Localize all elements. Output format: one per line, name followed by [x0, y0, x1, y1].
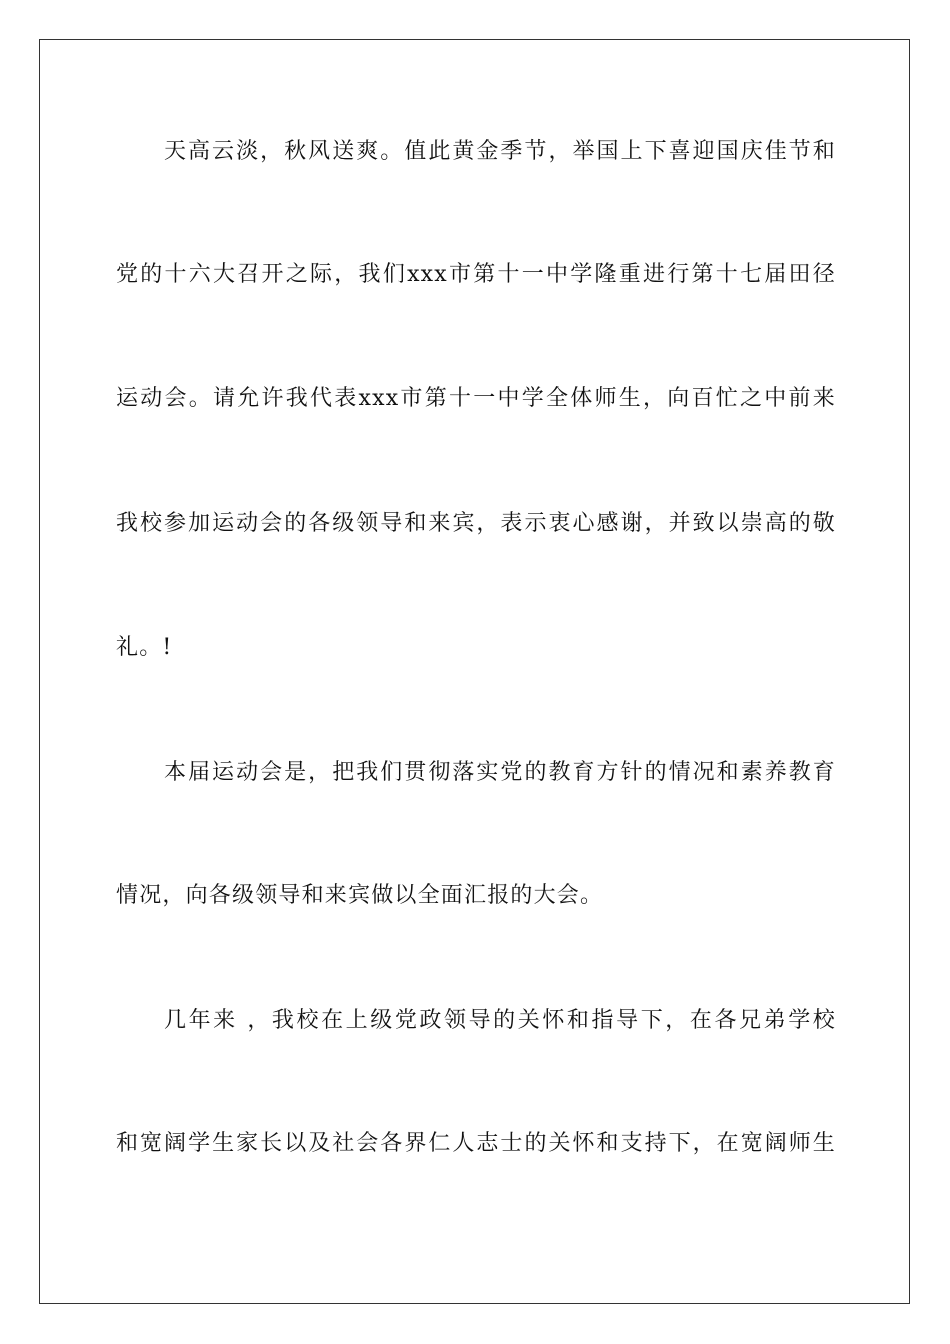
- paragraph-3-line-1: 几年来 ，我校在上级党政领导的关怀和指导下，在各兄弟学校: [164, 1008, 836, 1033]
- paragraph-1-line-5: 礼。!: [116, 635, 173, 660]
- paragraph-1-line-1: 天高云淡，秋风送爽。值此黄金季节，举国上下喜迎国庆佳节和: [164, 139, 836, 164]
- paragraph-2-line-2: 情况，向各级领导和来宾做以全面汇报的大会。: [116, 883, 604, 908]
- paragraph-1-line-2: 党的十六大召开之际，我们xxx市第十一中学隆重进行第十七届田径: [116, 262, 836, 287]
- paragraph-2-line-1: 本届运动会是，把我们贯彻落实党的教育方针的情况和素养教育: [164, 760, 836, 785]
- paragraph-3-line-2: 和宽阔学生家长以及社会各界仁人志士的关怀和支持下，在宽阔师生: [116, 1131, 836, 1156]
- paragraph-1-line-3: 运动会。请允许我代表xxx市第十一中学全体师生，向百忙之中前来: [116, 386, 836, 411]
- page-border: [39, 39, 910, 1304]
- paragraph-1-line-4: 我校参加运动会的各级领导和来宾，表示衷心感谢，并致以崇高的敬: [116, 511, 836, 536]
